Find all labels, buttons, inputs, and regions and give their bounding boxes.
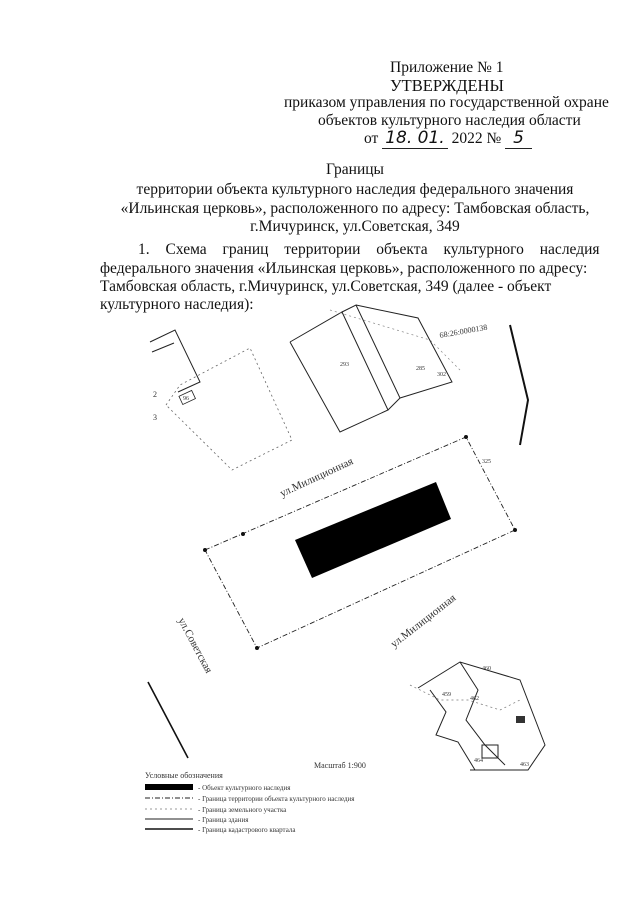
legend-item-building: - Граница здания — [198, 816, 249, 824]
date-prefix: от — [364, 130, 379, 147]
date-year: 2022 № — [451, 130, 502, 147]
parcel-label-463: 463 — [520, 762, 529, 768]
title-line-1: Границы — [326, 161, 384, 178]
parcel-label-293: 293 — [340, 362, 349, 368]
street-sovetskaya: ул.Советская — [175, 615, 215, 676]
parcel-label-325: 325 — [482, 459, 491, 465]
street-militsionnaya-top: ул.Милиционная — [278, 455, 356, 500]
order-line-1: приказом управления по государственной охране — [284, 94, 609, 111]
legend-item-territory: - Граница территории объекта культурного наследия — [198, 795, 355, 803]
title-line-3: «Ильинская церковь», расположенного по адресу: Тамбовская область, — [120, 200, 590, 217]
cadastral-number: 68:26:0000138 — [438, 322, 489, 340]
heritage-object — [295, 482, 451, 578]
approved-label: УТВЕРЖДЕНЫ — [390, 76, 504, 95]
paragraph-line-3: Тамбовская область, г.Мичуринск, ул.Советская, 349 (далее - объект — [100, 278, 552, 295]
title-line-4: г.Мичуринск, ул.Советская, 349 — [250, 218, 460, 235]
legend-title: Условные обозначения — [145, 771, 223, 780]
quarter-boundary-left — [148, 682, 188, 758]
parcel-label-462: 462 — [470, 696, 479, 702]
boundary-map — [0, 300, 640, 905]
building-outlines-top-left — [150, 330, 200, 392]
order-line-2: объектов культурного наследия области — [318, 112, 581, 129]
map-scale: Масштаб 1:900 — [314, 761, 366, 770]
parcel-label-285: 285 — [416, 366, 425, 372]
parcel-label-459: 459 — [442, 692, 451, 698]
paragraph-line-2: федерального значения «Ильинская церковь», расположенного по адресу: — [100, 260, 588, 277]
parcel-label-96: 96 — [183, 396, 189, 402]
parcel-label-460: 460 — [482, 666, 491, 672]
paragraph-line-1: 1. Схема границ территории объекта культурного наследия — [138, 241, 600, 258]
building-outlines-bottom-right — [418, 662, 545, 770]
legend-symbol-object — [145, 784, 193, 790]
parcel-boundary-left — [166, 348, 292, 470]
quarter-boundary-right — [510, 325, 528, 445]
paragraph-line-4: культурного наследия): — [100, 296, 254, 313]
parcel-label-302: 302 — [437, 372, 446, 378]
street-militsionnaya-right: ул.Милиционная — [388, 592, 459, 651]
legend-item-object: - Объект культурного наследия — [198, 784, 291, 792]
order-date-line — [364, 129, 532, 148]
parcel-label-3: 3 — [153, 413, 157, 422]
appendix-label: Приложение № 1 — [390, 59, 504, 76]
date-day-month: 18. 01. — [382, 128, 447, 149]
title-line-2: территории объекта культурного наследия федерального значения — [136, 181, 574, 198]
building-outlines-top-center — [290, 305, 452, 432]
legend-item-quarter: - Граница кадастрового квартала — [198, 826, 296, 834]
small-structure — [516, 716, 525, 723]
parcel-label-464: 464 — [474, 758, 483, 764]
legend-item-parcel: - Граница земельного участка — [198, 806, 287, 814]
parcel-label-2: 2 — [153, 390, 157, 399]
parcel-boundary-bottom-right — [410, 685, 520, 710]
order-number: 5 — [505, 128, 532, 149]
